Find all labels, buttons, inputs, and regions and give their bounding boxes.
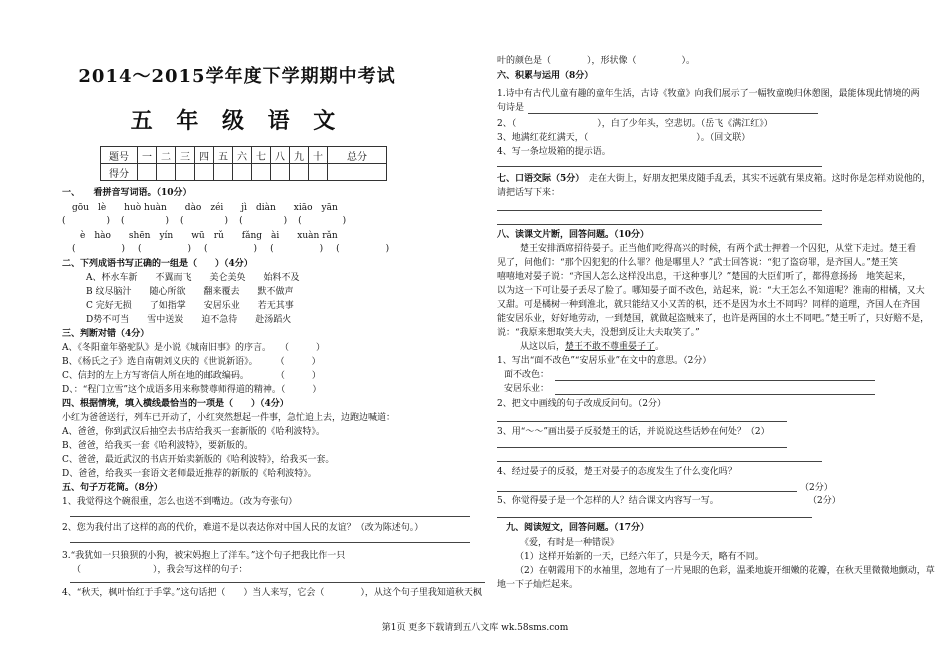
passage-line: 嘻嘻地对晏子说：“齐国人怎么这样没出息，干这种事儿？”楚国的大臣们听了，都得意扬扬 地笑起来，	[497, 272, 912, 282]
sec5-title: 五、句子万花筒。（8分）	[62, 483, 163, 493]
sec7-block	[497, 173, 931, 185]
sec8-q5-score: （2分）	[808, 496, 841, 506]
sec4-option-b: B、爸爸，给我买一套《哈利波特》，要新版的。	[62, 441, 254, 451]
sec1-title: 一、 看拼音写词语。（10分）	[62, 188, 192, 198]
score-cell: 一	[138, 147, 157, 164]
score-table	[100, 146, 387, 181]
passage-line: 能安居乐业，好好地劳动，一到楚国，就做起盗贼来了，也许是两国的水土不同吧。”楚王听了，只好赔不是，	[497, 314, 930, 324]
answer-line[interactable]	[497, 447, 787, 448]
sec5-q3-cont: （ ），我会写这样的句子：	[72, 565, 248, 575]
score-input-cell[interactable]	[290, 164, 309, 181]
score-value-row	[101, 164, 387, 181]
exam-title: 2014～2015学年度下学期期中考试	[78, 66, 396, 87]
score-cell: 八	[271, 147, 290, 164]
sec5-q4: 4、“秋天，枫叶怡红于手掌。”这句话把（ ）当人来写，它会（ ），从这个句子里我知道秋天枫	[62, 588, 482, 598]
score-cell: 得分	[101, 164, 138, 181]
score-input-cell[interactable]	[328, 164, 387, 181]
answer-line[interactable]	[497, 517, 812, 518]
sec6-q1: 1.诗中有古代儿童有趣的童年生活，古诗《牧童》向我们展示了一幅牧童晚归休憩图，最能体现此情境的两	[497, 89, 920, 99]
sec1-blanks-row2[interactable]: ( ) ( ) ( ) ( ) ( )	[72, 244, 392, 254]
score-header-row	[101, 147, 387, 164]
sec3-item-c: C、信封的左上方写寄信人所在地的邮政编码。 （ ）	[62, 371, 321, 381]
sec4-option-c: C、爸爸，最近武汉的书店开始卖新版的《哈利波特》，给我买一套。	[62, 455, 335, 465]
sec1-pinyin-row1: gōu lè huò huàn dào zéi jì diàn xiāo yān	[72, 203, 338, 213]
article-line: （2）在朝霞用下的水袖里，忽地有了一片晃眼的色彩，温柔地旋开细嫩的花瓣，在秋天里微微地颤动，草	[515, 566, 935, 576]
score-cell: 五	[214, 147, 233, 164]
answer-line[interactable]	[70, 582, 485, 583]
answer-line[interactable]	[497, 210, 822, 211]
passage-line	[520, 341, 664, 353]
sec9-article-title: 《爱，有时是一种错误》	[520, 538, 620, 548]
sec9-title: 九、阅读短文，回答问题。（17分）	[506, 523, 650, 533]
sec2-option-d: D势不可当 雪中送炭 迫不急待 赴汤蹈火	[86, 315, 292, 325]
sec2-option-a: A、杯水车新 不翼而飞 美仑美奂 始料不及	[86, 273, 300, 283]
sec3-item-d: D、：“程门立雪”这个成语多用来称赞尊师得道的精神。（ ）	[62, 385, 322, 395]
score-input-cell[interactable]	[138, 164, 157, 181]
underlined-sentence: 楚王不敢不尊重晏子了	[565, 342, 656, 352]
sec1-pinyin-row2: è hào shēn yín wū rǔ fǎng ài xuàn rǎn	[80, 231, 338, 241]
sec8-q4: 4、经过晏子的反驳，楚王对晏子的态度发生了什么变化吗？	[497, 467, 737, 477]
q4-continuation: 叶的颜色是（ ），形状像（ ）。	[497, 56, 696, 66]
score-input-cell[interactable]	[271, 164, 290, 181]
score-input-cell[interactable]	[252, 164, 271, 181]
sec1-blanks-row1[interactable]: ( ) ( ) ( ) ( ) ( )	[62, 216, 348, 226]
sec3-item-b: B、《杨氏之子》选自南朝刘义庆的《世说新语》。 （ ）	[62, 357, 321, 367]
exam-subtitle: 五 年 级 语 文	[130, 108, 344, 134]
answer-line[interactable]	[497, 491, 797, 492]
sec5-q3: 3.“我犹如一只狼狈的小狗，被宋妈抱上了洋车。”这个句子把我比作一只	[62, 551, 346, 561]
sec6-q1-cont: 句诗是	[497, 103, 525, 113]
article-line: （1）这样开始新的一天，已经六年了，只是今天，略有不同。	[515, 552, 764, 562]
sec3-item-a: A、《冬阳童年骆驼队》是小说《城南旧事》的序言。 （ ）	[62, 343, 326, 353]
sec8-q1-label-a: 面不改色：	[504, 370, 550, 380]
answer-line[interactable]	[497, 461, 822, 462]
sec7-text: 走在大街上，好朋友把果皮随手乱丢，其实不远就有果皮箱。这时你是怎样劝说他的，	[588, 174, 931, 184]
passage-line: 又甜。可是橘树一种到淮北，就只能结又小又苦的枳，还不是因为水土不同吗？同样的道理，齐国人在齐国	[497, 300, 921, 310]
sec6-q2: 2、（ ），白了少年头，空悲切。（岳飞《满江红》）	[497, 119, 773, 129]
score-cell: 总分	[328, 147, 387, 164]
sec4-option-a: A、爸爸，你到武汉后抽空去书店给我买一套新版的《哈利波特》。	[62, 427, 326, 437]
score-input-cell[interactable]	[214, 164, 233, 181]
sec2-option-b: B 纹尽脑汁 随心所欲 翻来覆去 默不做声	[86, 287, 294, 297]
answer-line[interactable]	[555, 394, 875, 395]
score-cell: 三	[176, 147, 195, 164]
answer-line[interactable]	[497, 224, 822, 225]
sec8-q2: 2、把文中画线的句子改成反问句。（2分）	[497, 399, 666, 409]
score-input-cell[interactable]	[233, 164, 252, 181]
answer-line[interactable]	[497, 421, 787, 422]
sec3-title: 三、判断对错（4分）	[62, 329, 150, 339]
sec8-q5: 5、你觉得晏子是一个怎样的人？结合课文内容写一写。	[497, 496, 719, 506]
sec7-text2: 请把话写下来：	[497, 188, 561, 198]
sec4-intro: 小红为爸爸送行，列车已开动了，小红突然想起一件事，急忙追上去，边跑边喊道：	[62, 413, 396, 423]
answer-line[interactable]	[528, 113, 818, 114]
sec6-q4: 4、写一条垃圾箱的提示语。	[497, 147, 611, 157]
sec8-q4-score: （2分）	[800, 483, 833, 493]
sec6-title: 六、积累与运用（8分）	[497, 71, 594, 81]
answer-line[interactable]	[70, 516, 470, 517]
sec8-title: 八、读课文片断，回答问题。（10分）	[497, 230, 650, 240]
sec6-q3: 3、地满红花红满天，（ ）。（回文联）	[497, 133, 751, 143]
sec8-q1: 1、写出“面不改色”“安居乐业”在文中的意思。（2分）	[497, 356, 712, 366]
sec8-q3: 3、用“～～”画出晏子反驳楚王的话，并说说这些话妙在何处？（2）	[497, 427, 770, 437]
passage-line: 以为这一下可让晏子丢尽了脸了。哪知晏子面不改色，站起来，说：“大王怎么不知道呢？淮南的柑橘，又大	[497, 286, 925, 296]
passage-line: 见了，问他们：“那个囚犯犯的什么罪？他是哪里人？”武士回答说：“犯了盗窃罪，是齐国人。”楚王笑	[497, 258, 898, 268]
answer-line[interactable]	[497, 166, 822, 167]
answer-line[interactable]	[70, 542, 470, 543]
score-input-cell[interactable]	[309, 164, 328, 181]
sec2-option-c: C 完好无损 了如指掌 安居乐业 若无其事	[86, 301, 294, 311]
score-input-cell[interactable]	[157, 164, 176, 181]
score-cell: 十	[309, 147, 328, 164]
score-cell: 六	[233, 147, 252, 164]
page-footer: 第1页 更多下载请到五八文库 wk.58sms.com	[381, 623, 569, 633]
sec4-option-d: D、爸爸，给我买一套语文老师最近推荐的新版的《哈利波特》。	[62, 469, 317, 479]
passage-text: 。	[655, 342, 665, 352]
score-cell: 二	[157, 147, 176, 164]
sec5-q2: 2、您为我付出了这样的高的代价，难道不是以表达你对中国人民的友谊？（改为陈述句。）	[62, 523, 424, 533]
sec8-q1-label-b: 安居乐业：	[504, 384, 550, 394]
passage-text: 从这以后，	[520, 342, 566, 352]
sec4-title: 四、根据情境，填入横线最恰当的一项是（ ）（4分）	[62, 399, 289, 409]
sec7-title: 七、口语交际（5分）	[497, 174, 580, 184]
article-line: 地一下子灿烂起来。	[497, 580, 579, 590]
score-input-cell[interactable]	[195, 164, 214, 181]
score-cell: 九	[290, 147, 309, 164]
answer-line[interactable]	[555, 380, 875, 381]
sec2-title: 二、下列成语书写正确的一组是（ ）（4分）	[62, 259, 253, 269]
score-cell: 七	[252, 147, 271, 164]
passage-line: 说：“我原来想取笑大夫，没想到反让大夫取笑了。”	[497, 328, 700, 338]
sec5-q1: 1、我觉得这个碗很重，怎么也送不到嘴边。（改为夸张句）	[62, 497, 298, 507]
passage-line: 楚王安排酒席招待晏子。正当他们吃得高兴的时候，有两个武士押着一个囚犯，从堂下走过。楚王看	[520, 244, 917, 254]
score-cell: 题号	[101, 147, 138, 164]
score-input-cell[interactable]	[176, 164, 195, 181]
score-cell: 四	[195, 147, 214, 164]
